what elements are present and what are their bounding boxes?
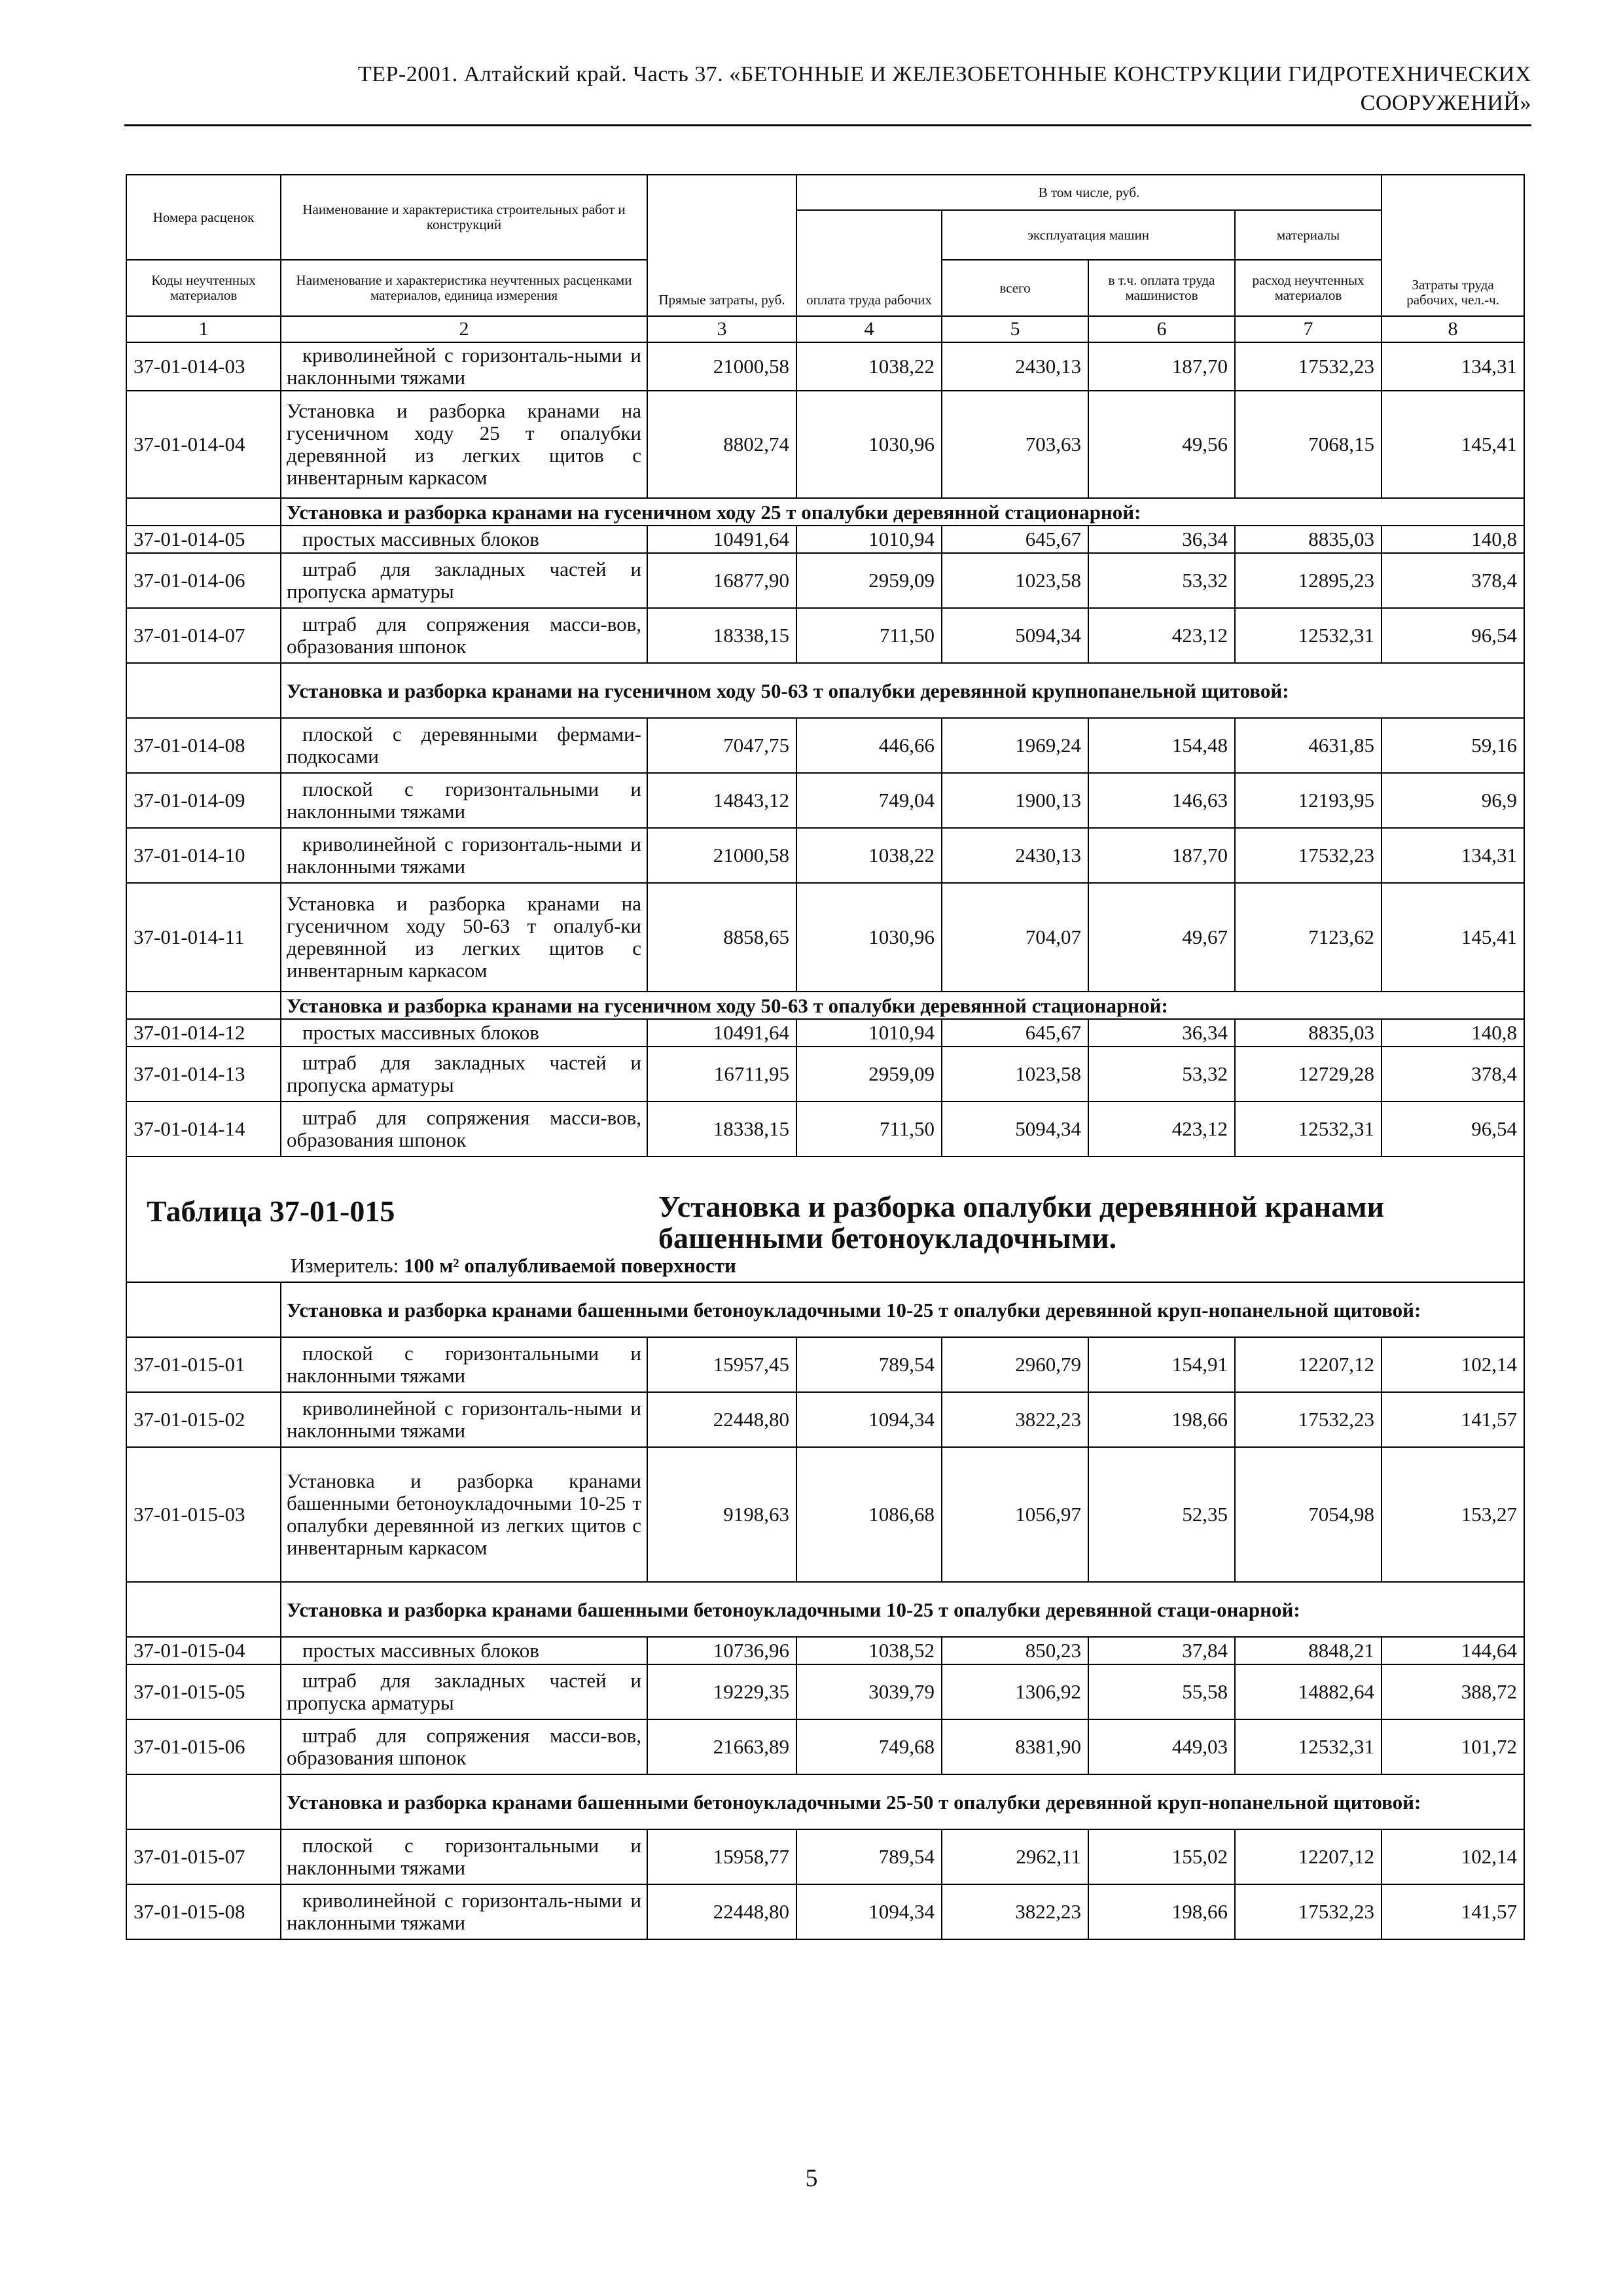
col-num-1: 1: [126, 316, 281, 342]
rate-value: 18338,15: [647, 608, 796, 663]
rate-value: 5094,34: [942, 1102, 1088, 1157]
rate-name: криволинейной с горизонталь-ными и наклонными тяжами: [281, 1884, 647, 1939]
rate-value: 10491,64: [647, 1019, 796, 1047]
rate-value: 17532,23: [1235, 1392, 1382, 1447]
rate-value: 7054,98: [1235, 1447, 1382, 1582]
rate-value: 1086,68: [796, 1447, 942, 1582]
col-num-8: 8: [1382, 316, 1524, 342]
rate-value: 1038,52: [796, 1637, 942, 1664]
measure-line: [291, 1254, 736, 1278]
group-row: [126, 663, 1524, 718]
rate-value: 12532,31: [1235, 1102, 1382, 1157]
rate-name: Установка и разборка кранами башенными бетоноукладочными 10-25 т опалубки деревянной из легких щитов с инвентарным каркасом: [281, 1447, 647, 1582]
col-unaccounted: расход неучтенных материалов: [1235, 260, 1382, 316]
rate-code: 37-01-015-03: [126, 1447, 281, 1582]
rate-value: 10736,96: [647, 1637, 796, 1664]
table-row: [126, 1719, 1524, 1774]
rate-code: 37-01-015-02: [126, 1392, 281, 1447]
rate-value: 141,57: [1382, 1884, 1524, 1939]
rate-value: 21000,58: [647, 828, 796, 883]
rate-name: штраб для закладных частей и пропуска арматуры: [281, 553, 647, 608]
rate-code: 37-01-014-13: [126, 1047, 281, 1102]
rate-value: 17532,23: [1235, 828, 1382, 883]
table-row: [126, 608, 1524, 663]
rate-code: 37-01-014-04: [126, 391, 281, 498]
table-title-wrap: [132, 1157, 1518, 1282]
rate-code: 37-01-014-14: [126, 1102, 281, 1157]
rate-value: 789,54: [796, 1337, 942, 1392]
rate-value: 21000,58: [647, 342, 796, 391]
rate-value: 59,16: [1382, 718, 1524, 773]
rate-value: 1094,34: [796, 1884, 942, 1939]
rate-value: 1023,58: [942, 1047, 1088, 1102]
rate-name: плоской с горизонтальными и наклонными тяжами: [281, 1829, 647, 1884]
rate-value: 12729,28: [1235, 1047, 1382, 1102]
rate-value: 1010,94: [796, 526, 942, 553]
table-row: [126, 391, 1524, 498]
table-row: [126, 526, 1524, 553]
rate-value: 2959,09: [796, 553, 942, 608]
header-row-1: [126, 175, 1524, 210]
rate-value: 1030,96: [796, 883, 942, 992]
rate-name: плоской с деревянными фермами-подкосами: [281, 718, 647, 773]
table-number: Таблица 37-01-015: [147, 1194, 395, 1228]
group-heading: Установка и разборка кранами башенными бетоноукладочными 10-25 т опалубки деревянной стаци-онарной:: [281, 1582, 1524, 1637]
rate-value: 850,23: [942, 1637, 1088, 1664]
rate-value: 153,27: [1382, 1447, 1524, 1582]
rate-value: 8835,03: [1235, 526, 1382, 553]
measure-value: 100 м² опалубливаемой поверхности: [403, 1254, 736, 1277]
rate-code: 37-01-014-10: [126, 828, 281, 883]
rate-value: 140,8: [1382, 526, 1524, 553]
rate-value: 749,04: [796, 773, 942, 828]
col-num-4: 4: [796, 316, 942, 342]
col-total: всего: [942, 260, 1088, 316]
rate-value: 1900,13: [942, 773, 1088, 828]
rate-value: 16711,95: [647, 1047, 796, 1102]
rate-value: 155,02: [1088, 1829, 1235, 1884]
rate-name: простых массивных блоков: [281, 1019, 647, 1047]
rate-value: 7068,15: [1235, 391, 1382, 498]
rate-value: 1969,24: [942, 718, 1088, 773]
table-row: [126, 342, 1524, 391]
rate-value: 198,66: [1088, 1884, 1235, 1939]
group-heading: Установка и разборка кранами башенными бетоноукладочными 10-25 т опалубки деревянной круп-нопанельной щитовой:: [281, 1282, 1524, 1337]
col-num-7: 7: [1235, 316, 1382, 342]
rate-value: 8381,90: [942, 1719, 1088, 1774]
rate-value: 12532,31: [1235, 1719, 1382, 1774]
rate-value: 8858,65: [647, 883, 796, 992]
rate-value: 134,31: [1382, 828, 1524, 883]
table-row: [126, 1447, 1524, 1582]
rate-value: 378,4: [1382, 1047, 1524, 1102]
rate-code: 37-01-014-08: [126, 718, 281, 773]
group-row: [126, 1582, 1524, 1637]
rates-table-body: [126, 175, 1524, 1939]
rate-value: 423,12: [1088, 608, 1235, 663]
rate-value: 703,63: [942, 391, 1088, 498]
rate-name: Установка и разборка кранами на гусеничном ходу 50-63 т опалуб-ки деревянной из легких щитов с инвентарным каркасом: [281, 883, 647, 992]
group-code-cell: [126, 1282, 281, 1337]
rate-value: 8835,03: [1235, 1019, 1382, 1047]
rate-value: 1306,92: [942, 1664, 1088, 1719]
rate-code: 37-01-015-08: [126, 1884, 281, 1939]
rate-name: штраб для сопряжения масси-вов, образования шпонок: [281, 608, 647, 663]
rate-value: 1030,96: [796, 391, 942, 498]
rate-value: 12895,23: [1235, 553, 1382, 608]
header-line-1: ТЕР-2001. Алтайский край. Часть 37. «БЕТОННЫЕ И ЖЕЛЕЗОБЕТОННЫЕ КОНСТРУКЦИИ ГИДРОТЕХНИЧЕСКИХ: [357, 62, 1531, 86]
rate-value: 187,70: [1088, 828, 1235, 883]
rate-value: 1038,22: [796, 828, 942, 883]
rate-value: 4631,85: [1235, 718, 1382, 773]
rate-value: 2960,79: [942, 1337, 1088, 1392]
rate-value: 5094,34: [942, 608, 1088, 663]
group-code-cell: [126, 1774, 281, 1829]
rate-value: 704,07: [942, 883, 1088, 992]
group-code-cell: [126, 498, 281, 526]
col-wage: оплата труда рабочих: [796, 210, 942, 316]
rate-value: 15958,77: [647, 1829, 796, 1884]
rate-name: штраб для сопряжения масси-вов, образования шпонок: [281, 1102, 647, 1157]
group-code-cell: [126, 1582, 281, 1637]
group-code-cell: [126, 992, 281, 1019]
col-direct: Прямые затраты, руб.: [647, 175, 796, 316]
rate-value: 55,58: [1088, 1664, 1235, 1719]
rate-value: 19229,35: [647, 1664, 796, 1719]
rate-value: 154,48: [1088, 718, 1235, 773]
header-line-2: СООРУЖЕНИЙ»: [1360, 91, 1531, 115]
rate-value: 22448,80: [647, 1884, 796, 1939]
rate-value: 36,34: [1088, 1019, 1235, 1047]
rate-value: 8802,74: [647, 391, 796, 498]
rate-value: 14843,12: [647, 773, 796, 828]
rate-value: 144,64: [1382, 1637, 1524, 1664]
rate-value: 49,67: [1088, 883, 1235, 992]
rate-value: 52,35: [1088, 1447, 1235, 1582]
measure-label: Измеритель:: [291, 1254, 399, 1277]
table-row: [126, 1637, 1524, 1664]
rate-name: штраб для сопряжения масси-вов, образования шпонок: [281, 1719, 647, 1774]
col-num-6: 6: [1088, 316, 1235, 342]
rate-code: 37-01-014-11: [126, 883, 281, 992]
rate-value: 749,68: [796, 1719, 942, 1774]
rate-value: 16877,90: [647, 553, 796, 608]
rate-value: 2959,09: [796, 1047, 942, 1102]
table-row: [126, 1337, 1524, 1392]
rate-value: 645,67: [942, 1019, 1088, 1047]
rate-name: криволинейной с горизонталь-ными и наклонными тяжами: [281, 1392, 647, 1447]
rate-value: 3039,79: [796, 1664, 942, 1719]
rate-value: 9198,63: [647, 1447, 796, 1582]
table-row: [126, 773, 1524, 828]
header-rule: [124, 124, 1531, 126]
rate-value: 53,32: [1088, 553, 1235, 608]
rate-value: 388,72: [1382, 1664, 1524, 1719]
rate-value: 17532,23: [1235, 342, 1382, 391]
rate-value: 711,50: [796, 1102, 942, 1157]
rate-value: 101,72: [1382, 1719, 1524, 1774]
rate-value: 1038,22: [796, 342, 942, 391]
rate-code: 37-01-015-07: [126, 1829, 281, 1884]
group-row: [126, 1282, 1524, 1337]
page-number: 5: [805, 2164, 818, 2192]
table-title-cell: [126, 1157, 1524, 1282]
rate-code: 37-01-014-06: [126, 553, 281, 608]
rate-value: 96,9: [1382, 773, 1524, 828]
rate-value: 8848,21: [1235, 1637, 1382, 1664]
rate-value: 22448,80: [647, 1392, 796, 1447]
rate-value: 198,66: [1088, 1392, 1235, 1447]
table-title: Установка и разборка опалубки деревянной кранами башенными бетоноукладочными.: [658, 1190, 1385, 1255]
col-num-3: 3: [647, 316, 796, 342]
rate-name: криволинейной с горизонталь-ными и наклонными тяжами: [281, 828, 647, 883]
rate-value: 141,57: [1382, 1392, 1524, 1447]
table-row: [126, 1019, 1524, 1047]
rate-value: 134,31: [1382, 342, 1524, 391]
table-row: [126, 1829, 1524, 1884]
col-incl: В том числе, руб.: [796, 175, 1382, 210]
table-row: [126, 1664, 1524, 1719]
rate-value: 1023,58: [942, 553, 1088, 608]
rate-value: 1056,97: [942, 1447, 1088, 1582]
group-row: [126, 992, 1524, 1019]
rate-value: 102,14: [1382, 1337, 1524, 1392]
group-heading: Установка и разборка кранами на гусеничном ходу 50-63 т опалубки деревянной крупнопанельной щитовой:: [281, 663, 1524, 718]
rate-value: 140,8: [1382, 1019, 1524, 1047]
rate-value: 96,54: [1382, 608, 1524, 663]
rate-value: 12193,95: [1235, 773, 1382, 828]
group-heading: Установка и разборка кранами на гусеничном ходу 25 т опалубки деревянной стационарной:: [281, 498, 1524, 526]
col-code-bottom: Коды неучтенных материалов: [126, 260, 281, 316]
table-row: [126, 1047, 1524, 1102]
column-number-row: [126, 316, 1524, 342]
rate-value: 378,4: [1382, 553, 1524, 608]
table-row: [126, 718, 1524, 773]
group-row: [126, 1774, 1524, 1829]
rate-value: 14882,64: [1235, 1664, 1382, 1719]
rate-code: 37-01-014-12: [126, 1019, 281, 1047]
col-code-top: Номера расценок: [126, 175, 281, 260]
table-row: [126, 1102, 1524, 1157]
rate-value: 15957,45: [647, 1337, 796, 1392]
rate-value: 1094,34: [796, 1392, 942, 1447]
col-name-top: Наименование и характеристика строительных работ и конструкций: [281, 175, 647, 260]
rate-name: штраб для закладных частей и пропуска арматуры: [281, 1664, 647, 1719]
col-machines: эксплуатация машин: [942, 210, 1235, 260]
rate-value: 3822,23: [942, 1392, 1088, 1447]
rate-value: 96,54: [1382, 1102, 1524, 1157]
col-materials: материалы: [1235, 210, 1382, 260]
rate-value: 2430,13: [942, 828, 1088, 883]
table-row: [126, 1392, 1524, 1447]
table-row: [126, 883, 1524, 992]
rate-value: 187,70: [1088, 342, 1235, 391]
rate-code: 37-01-015-05: [126, 1664, 281, 1719]
rate-value: 18338,15: [647, 1102, 796, 1157]
group-heading: Установка и разборка кранами на гусеничном ходу 50-63 т опалубки деревянной стационарной:: [281, 992, 1524, 1019]
rate-value: 145,41: [1382, 391, 1524, 498]
rate-code: 37-01-015-01: [126, 1337, 281, 1392]
rate-code: 37-01-015-06: [126, 1719, 281, 1774]
rate-value: 3822,23: [942, 1884, 1088, 1939]
rate-value: 2430,13: [942, 342, 1088, 391]
rate-value: 789,54: [796, 1829, 942, 1884]
rate-value: 711,50: [796, 608, 942, 663]
table-row: [126, 553, 1524, 608]
rate-value: 102,14: [1382, 1829, 1524, 1884]
rate-value: 2962,11: [942, 1829, 1088, 1884]
col-labor: Затраты труда рабочих, чел.-ч.: [1382, 175, 1524, 316]
rate-value: 12532,31: [1235, 608, 1382, 663]
rate-code: 37-01-014-09: [126, 773, 281, 828]
rate-code: 37-01-015-04: [126, 1637, 281, 1664]
rate-value: 49,56: [1088, 391, 1235, 498]
rate-value: 7047,75: [647, 718, 796, 773]
rate-value: 21663,89: [647, 1719, 796, 1774]
col-num-2: 2: [281, 316, 647, 342]
rate-value: 17532,23: [1235, 1884, 1382, 1939]
rate-value: 145,41: [1382, 883, 1524, 992]
rate-name: простых массивных блоков: [281, 1637, 647, 1664]
rate-value: 154,91: [1088, 1337, 1235, 1392]
rate-name: Установка и разборка кранами на гусеничном ходу 25 т опалубки деревянной из легких щитов с инвентарным каркасом: [281, 391, 647, 498]
running-header: [124, 60, 1531, 118]
rate-value: 446,66: [796, 718, 942, 773]
rate-name: плоской с горизонтальными и наклонными тяжами: [281, 1337, 647, 1392]
rate-value: 10491,64: [647, 526, 796, 553]
rate-value: 645,67: [942, 526, 1088, 553]
table-title-row: [126, 1157, 1524, 1282]
group-code-cell: [126, 663, 281, 718]
rate-value: 12207,12: [1235, 1829, 1382, 1884]
col-num-5: 5: [942, 316, 1088, 342]
group-heading: Установка и разборка кранами башенными бетоноукладочными 25-50 т опалубки деревянной круп-нопанельной щитовой:: [281, 1774, 1524, 1829]
rate-value: 53,32: [1088, 1047, 1235, 1102]
rate-value: 37,84: [1088, 1637, 1235, 1664]
rate-code: 37-01-014-05: [126, 526, 281, 553]
col-operators: в т.ч. оплата труда машинистов: [1088, 260, 1235, 316]
rate-value: 423,12: [1088, 1102, 1235, 1157]
rate-value: 36,34: [1088, 526, 1235, 553]
rate-value: 12207,12: [1235, 1337, 1382, 1392]
rates-table: [126, 174, 1525, 1940]
rate-value: 146,63: [1088, 773, 1235, 828]
rate-value: 1010,94: [796, 1019, 942, 1047]
rate-value: 449,03: [1088, 1719, 1235, 1774]
rate-name: криволинейной с горизонталь-ными и наклонными тяжами: [281, 342, 647, 391]
rate-value: 7123,62: [1235, 883, 1382, 992]
rate-code: 37-01-014-03: [126, 342, 281, 391]
col-name-bottom: Наименование и характеристика неучтенных расценками материалов, единица измерения: [281, 260, 647, 316]
rate-code: 37-01-014-07: [126, 608, 281, 663]
rate-name: простых массивных блоков: [281, 526, 647, 553]
rate-name: плоской с горизонтальными и наклонными тяжами: [281, 773, 647, 828]
group-row: [126, 498, 1524, 526]
rate-name: штраб для закладных частей и пропуска арматуры: [281, 1047, 647, 1102]
table-row: [126, 828, 1524, 883]
table-row: [126, 1884, 1524, 1939]
